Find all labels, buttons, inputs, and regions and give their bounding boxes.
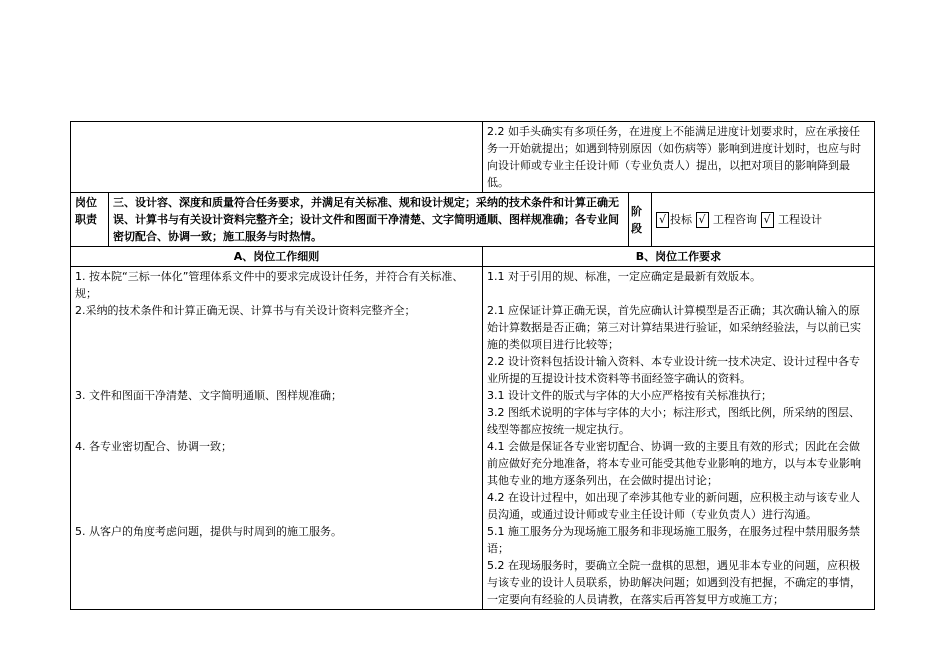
requirement-5-2: 5.2 在现场服务时，要确立全院一盘棋的思想，遇见非本专业的问题，应积极与该专业的设计人员联系，协助解决问题；如遇到没有把握，不确定的事情，一定要向有经验的人员请教，在落实后再答复甲方或施工方； — [487, 559, 861, 606]
duty-row — [71, 193, 875, 247]
detail-item-2: 2.采纳的技术条件和计算正确无误、计算书与有关设计资料完整齐全； — [75, 304, 416, 317]
col-a-details — [71, 267, 483, 610]
spacer — [487, 285, 870, 302]
stage-checks — [652, 193, 875, 247]
detail-item-3: 3. 文件和图面干净清楚、文字简明通顺、图样规准确； — [75, 389, 342, 402]
requirement-2-2: 2.2 设计资料包括设计输入资料、本专业设计统一技术决定、设计过程中各专业所提的互提设计技术资料等书面经签字确认的资料。 — [487, 355, 860, 385]
header-b: B、岗位工作要求 — [483, 247, 875, 267]
continuation-row — [71, 122, 875, 193]
check-label-bid: 投标 — [670, 213, 692, 226]
requirement-3-2: 3.2 图纸术说明的字体与字体的大小；标注形式，图纸比例，所采纳的图层、线型等都应按统一规定执行。 — [487, 406, 860, 436]
detail-item-1: 1. 按本院“三标一体化”管理体系文件中的要求完成设计任务，并符合有关标准、规； — [75, 270, 464, 300]
check-mark-icon: √ — [761, 212, 774, 228]
duty-text: 三、设计容、深度和质量符合任务要求，并满足有关标准、规和设计规定；采纳的技术条件和计算正确无误、计算书与有关设计资料完整齐全；设计文件和图面干净清楚、文字简明通顺、图样规准确；各专业间密切配合、协调一致；施工服务与时热情。 — [109, 193, 629, 247]
check-label-consult: 工程咨询 — [709, 213, 757, 226]
check-mark-icon: √ — [656, 212, 669, 228]
header-row — [71, 247, 875, 267]
duty-label: 岗位职责 — [71, 193, 109, 247]
requirement-1-1: 1.1 对于引用的规、标准，一定应确定是最新有效版本。 — [487, 270, 761, 283]
col-b-requirements — [483, 267, 875, 610]
requirement-4-1: 4.1 会做是保证各专业密切配合、协调一致的主要且有效的形式；因此在会做前应做好充分地准备，将本专业可能受其他专业影响的地方，以与本专业影响其他专业的地方逐条列出，在会做时提出讨论； — [487, 440, 861, 487]
requirement-3-1: 3.1 设计文件的版式与字体的大小应严格按有关标准执行； — [487, 389, 772, 402]
header-a: A、岗位工作细则 — [71, 247, 483, 267]
continuation-left-cell — [71, 122, 483, 193]
check-mark-icon: √ — [696, 212, 709, 228]
stage-label: 阶段 — [629, 193, 652, 247]
detail-item-5: 5. 从客户的角度考虑问题，提供与时周到的施工服务。 — [75, 525, 342, 538]
requirement-4-2: 4.2 在设计过程中，如出现了牵涉其他专业的新问题，应积极主动与该专业人员沟通，或通过设计师或专业主任设计师（专业负责人）进行沟通。 — [487, 491, 860, 521]
detail-item-4: 4. 各专业密切配合、协调一致； — [75, 440, 232, 453]
body-row — [71, 267, 875, 610]
requirement-5-1: 5.1 施工服务分为现场施工服务和非现场施工服务，在服务过程中禁用服务禁语； — [487, 525, 860, 555]
check-label-design: 工程设计 — [774, 213, 822, 226]
job-duty-table — [70, 121, 875, 610]
requirement-2-1: 2.1 应保证计算正确无误，首先应确认计算模型是否正确；其次确认输入的原始计算数据是否正确；第三对计算结果进行验证，如采纳经验法，与以前已实施的类似项目进行比较等； — [487, 304, 861, 351]
continuation-right-cell: 2.2 如手头确实有多项任务，在进度上不能满足进度计划要求时，应在承接任务一开始就提出；如遇到特别原因（如伤病等）影响到进度计划时，也应与时向设计师或专业主任设计师（专业负责人）提出，以把对项目的影响降到最低。 — [483, 122, 875, 193]
document-page — [70, 121, 874, 610]
